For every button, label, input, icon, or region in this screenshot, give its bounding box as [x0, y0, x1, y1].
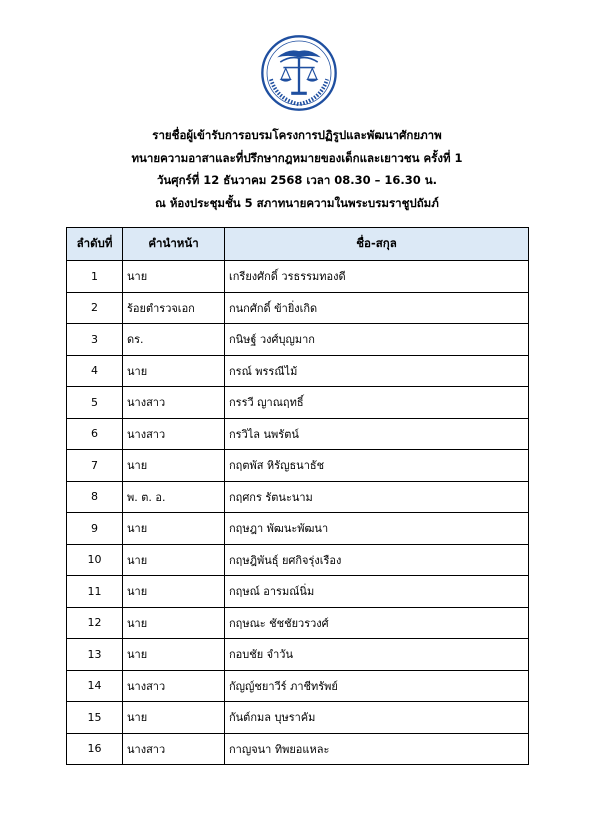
row-prefix: นาย	[123, 261, 225, 293]
row-number: 8	[67, 481, 123, 513]
row-number: 16	[67, 733, 123, 765]
table-row	[67, 639, 529, 671]
row-full-name: กาญจนา ทิพยอแหละ	[225, 733, 529, 765]
row-full-name: กฤษฎา พัฒนะพัฒนา	[225, 513, 529, 545]
row-prefix: นางสาว	[123, 733, 225, 765]
row-full-name: เกรียงศักดิ์ วรธรรมทองดี	[225, 261, 529, 293]
row-prefix: นาย	[123, 355, 225, 387]
table-row	[67, 544, 529, 576]
row-prefix: ดร.	[123, 324, 225, 356]
row-prefix: ร้อยตำรวจเอก	[123, 292, 225, 324]
row-full-name: กฤษณะ ชัชชัยวรวงศ์	[225, 607, 529, 639]
table-row	[67, 481, 529, 513]
table-row	[67, 670, 529, 702]
table-row	[67, 576, 529, 608]
table-row	[67, 733, 529, 765]
lawyers-council-emblem-icon	[260, 34, 338, 112]
row-full-name: กนิษฐ์ วงศ์บุญมาก	[225, 324, 529, 356]
row-full-name: กรรวี ญาณฤทธิ์	[225, 387, 529, 419]
participants-table	[66, 227, 529, 765]
row-full-name: กันต์กมล บุษราคัม	[225, 702, 529, 734]
row-full-name: กฤษณ์ อารมณ์นิ่ม	[225, 576, 529, 608]
table-row	[67, 702, 529, 734]
row-full-name: กัญญ์ชยาวีร์ ภาชีทรัพย์	[225, 670, 529, 702]
row-prefix: นาย	[123, 450, 225, 482]
row-prefix: นาย	[123, 607, 225, 639]
row-full-name: กฤศกร รัตนะนาม	[225, 481, 529, 513]
row-prefix: นาย	[123, 513, 225, 545]
row-number: 15	[67, 702, 123, 734]
table-row	[67, 607, 529, 639]
column-header-prefix: คำนำหน้า	[123, 228, 225, 261]
row-number: 12	[67, 607, 123, 639]
row-full-name: กฤตพัส หิรัญธนาธัช	[225, 450, 529, 482]
row-prefix: นาย	[123, 639, 225, 671]
row-number: 3	[67, 324, 123, 356]
row-number: 7	[67, 450, 123, 482]
table-row	[67, 324, 529, 356]
row-number: 10	[67, 544, 123, 576]
row-number: 2	[67, 292, 123, 324]
table-row	[67, 261, 529, 293]
row-number: 11	[67, 576, 123, 608]
table-header-row	[67, 228, 529, 261]
row-prefix: นางสาว	[123, 418, 225, 450]
row-number: 5	[67, 387, 123, 419]
row-full-name: กอบชัย จำวัน	[225, 639, 529, 671]
column-header-name: ชื่อ-สกุล	[225, 228, 529, 261]
heading-line-1: รายชื่อผู้เข้ารับการอบรมโครงการปฏิรูปและพัฒนาศักยภาพ	[152, 128, 442, 142]
table-row	[67, 355, 529, 387]
table-row	[67, 387, 529, 419]
column-header-number: ลำดับที่	[67, 228, 123, 261]
row-prefix: นางสาว	[123, 670, 225, 702]
table-row	[67, 418, 529, 450]
row-prefix: นางสาว	[123, 387, 225, 419]
row-prefix: พ. ต. อ.	[123, 481, 225, 513]
heading-line-4: ณ ห้องประชุมชั้น 5 สภาทนายความในพระบรมราชูปถัมภ์	[155, 195, 439, 210]
row-prefix: นาย	[123, 576, 225, 608]
row-number: 4	[67, 355, 123, 387]
heading-line-3: วันศุกร์ที่ 12 ธันวาคม 2568 เวลา 08.30 – 16.30 น.	[156, 173, 438, 187]
row-number: 9	[67, 513, 123, 545]
document-heading	[0, 124, 594, 214]
row-number: 13	[67, 639, 123, 671]
row-prefix: นาย	[123, 702, 225, 734]
row-number: 1	[67, 261, 123, 293]
row-full-name: กรณ์ พรรณีไม้	[225, 355, 529, 387]
row-full-name: กรวิไล นพรัตน์	[225, 418, 529, 450]
row-full-name: กนกศักดิ์ ข้ายิ่งเกิด	[225, 292, 529, 324]
table-row	[67, 450, 529, 482]
table-row	[67, 292, 529, 324]
heading-line-2: ทนายความอาสาและที่ปรึกษากฎหมายของเด็กและเยาวชน ครั้งที่ 1	[131, 150, 463, 165]
table-row	[67, 513, 529, 545]
row-prefix: นาย	[123, 544, 225, 576]
row-full-name: กฤษฎิพันธุ์ ยศกิจรุ่งเรือง	[225, 544, 529, 576]
row-number: 6	[67, 418, 123, 450]
row-number: 14	[67, 670, 123, 702]
